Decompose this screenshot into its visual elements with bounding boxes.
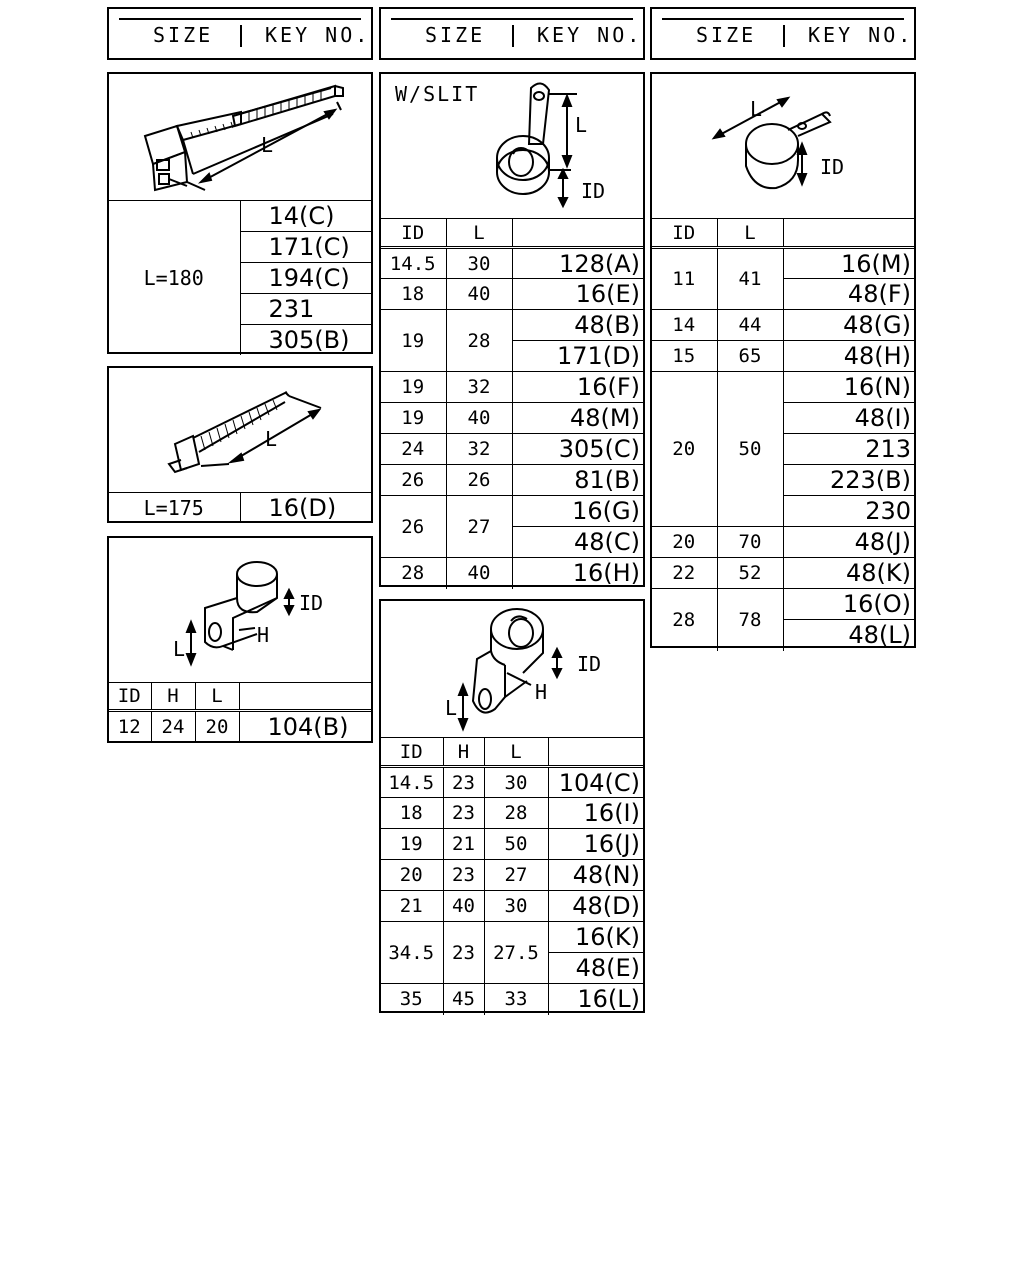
- key-number: 48(F): [783, 279, 915, 310]
- cell-l: 78: [717, 589, 783, 651]
- cell-id: 20: [380, 860, 443, 891]
- col-key-header: [548, 738, 644, 767]
- slit-panel: [379, 72, 645, 587]
- key-number: 16(L): [548, 984, 644, 1015]
- table-row: [380, 860, 644, 891]
- key-number: 16(J): [548, 829, 644, 860]
- ring-table: [651, 218, 915, 651]
- cell-h: 24: [151, 711, 195, 742]
- cell-id: 20: [651, 527, 717, 558]
- tie180-table: [108, 200, 372, 355]
- header-size-label: SIZE: [696, 23, 757, 47]
- key-number: 48(N): [548, 860, 644, 891]
- key-number: 16(M): [783, 248, 915, 279]
- table-row: [380, 558, 644, 589]
- key-number: 48(J): [783, 527, 915, 558]
- col-id-header: ID: [380, 738, 443, 767]
- cell-l: 40: [446, 279, 512, 310]
- cell-l: 28: [446, 310, 512, 372]
- key-number: 305(C): [512, 434, 644, 465]
- cell-l: 28: [484, 798, 548, 829]
- table-row: [380, 372, 644, 403]
- table-row: [380, 248, 644, 279]
- col-id-header: ID: [380, 219, 446, 248]
- key-number: 16(N): [783, 372, 915, 403]
- slit-label: W/SLIT: [395, 82, 480, 106]
- cell-id: 26: [380, 465, 446, 496]
- col-h-header: H: [443, 738, 484, 767]
- cell-id: 28: [380, 558, 446, 589]
- key-number: 81(B): [512, 465, 644, 496]
- clamp-large-panel: [379, 599, 645, 1013]
- cell-l: 52: [717, 558, 783, 589]
- key-number: 48(E): [548, 953, 644, 984]
- cell-id: 26: [380, 496, 446, 558]
- cell-h: 23: [443, 922, 484, 984]
- cell-h: 45: [443, 984, 484, 1015]
- cell-l: 50: [717, 372, 783, 527]
- key-number: 213: [783, 434, 915, 465]
- key-number: 231: [240, 294, 372, 325]
- key-number: 48(K): [783, 558, 915, 589]
- key-number: 223(B): [783, 465, 915, 496]
- table-row: [380, 798, 644, 829]
- cell-id: 18: [380, 279, 446, 310]
- key-number: 104(C): [548, 767, 644, 798]
- table-row: [651, 248, 915, 279]
- tie175-size: L=175: [108, 493, 240, 523]
- clamp-large-table: [380, 737, 644, 1015]
- header-col1: [107, 7, 373, 60]
- cell-l: 26: [446, 465, 512, 496]
- key-number: 48(H): [783, 341, 915, 372]
- cell-l: 30: [484, 891, 548, 922]
- cell-l: 32: [446, 372, 512, 403]
- cell-h: 40: [443, 891, 484, 922]
- tie180-size: L=180: [108, 201, 240, 355]
- dim-id-label: ID: [577, 652, 602, 676]
- cable-tie-illustration: [109, 74, 371, 200]
- clamp-small-table: [108, 682, 372, 742]
- header-col3: [650, 7, 916, 60]
- table-row: [380, 829, 644, 860]
- cell-l: 40: [446, 403, 512, 434]
- push-tie-illustration: [109, 368, 371, 492]
- key-number: 230: [783, 496, 915, 527]
- table-row: [380, 465, 644, 496]
- tie175-table: [108, 492, 372, 523]
- header-size-label: SIZE: [153, 23, 214, 47]
- cell-l: 20: [195, 711, 239, 742]
- cell-id: 14: [651, 310, 717, 341]
- col-key-header: [783, 219, 915, 248]
- table-row: [380, 310, 644, 341]
- header-size-label: SIZE: [425, 23, 486, 47]
- cell-l: 27: [484, 860, 548, 891]
- col-l-header: L: [717, 219, 783, 248]
- slit-clamp-illustration: [381, 74, 643, 218]
- key-number: 16(H): [512, 558, 644, 589]
- key-number: 104(B): [239, 711, 372, 742]
- slit-table: [380, 218, 644, 589]
- key-number: 128(A): [512, 248, 644, 279]
- key-number: 305(B): [240, 325, 372, 355]
- header-col2: [379, 7, 645, 60]
- key-number: 171(D): [512, 341, 644, 372]
- table-row: [380, 496, 644, 527]
- key-number: 48(L): [783, 620, 915, 651]
- table-row: [380, 767, 644, 798]
- clamp-with-tab-illustration: [381, 601, 643, 737]
- cell-id: 21: [380, 891, 443, 922]
- table-row: [651, 589, 915, 620]
- dim-l-label: L: [265, 427, 278, 451]
- key-number: 14(C): [240, 201, 372, 232]
- key-number: 194(C): [240, 263, 372, 294]
- dim-l-label: L: [261, 133, 274, 157]
- col-h-header: H: [151, 683, 195, 711]
- cell-l: 40: [446, 558, 512, 589]
- cell-l: 32: [446, 434, 512, 465]
- header-key-label: KEY NO.: [265, 23, 371, 47]
- table-row: [651, 527, 915, 558]
- cell-id: 15: [651, 341, 717, 372]
- ring-clamp-illustration: [652, 74, 914, 218]
- header-key-label: KEY NO.: [808, 23, 914, 47]
- cell-h: 23: [443, 860, 484, 891]
- key-number: 48(C): [512, 527, 644, 558]
- cell-l: 33: [484, 984, 548, 1015]
- dim-id-label: ID: [581, 179, 606, 203]
- tie180-panel: [107, 72, 373, 354]
- col-l-header: L: [195, 683, 239, 711]
- key-number: 16(E): [512, 279, 644, 310]
- tie175-panel: [107, 366, 373, 523]
- table-row: [380, 891, 644, 922]
- key-number: 48(G): [783, 310, 915, 341]
- col-id-header: ID: [108, 683, 151, 711]
- cell-id: 11: [651, 248, 717, 310]
- key-number: 16(I): [548, 798, 644, 829]
- cell-id: 24: [380, 434, 446, 465]
- cell-l: 70: [717, 527, 783, 558]
- key-number: 16(G): [512, 496, 644, 527]
- cell-h: 23: [443, 767, 484, 798]
- cell-id: 34.5: [380, 922, 443, 984]
- dim-id-label: ID: [820, 155, 845, 179]
- header-key-label: KEY NO.: [537, 23, 643, 47]
- cell-l: 41: [717, 248, 783, 310]
- cell-id: 18: [380, 798, 443, 829]
- dim-l-label: L: [173, 637, 186, 661]
- key-number: 16(D): [240, 493, 372, 523]
- cell-l: 27: [446, 496, 512, 558]
- col-l-header: L: [446, 219, 512, 248]
- cell-id: 28: [651, 589, 717, 651]
- dim-l-label: L: [750, 97, 763, 121]
- key-number: 48(M): [512, 403, 644, 434]
- col-id-header: ID: [651, 219, 717, 248]
- key-number: 48(B): [512, 310, 644, 341]
- table-row: [651, 341, 915, 372]
- cell-id: 14.5: [380, 767, 443, 798]
- cell-id: 19: [380, 310, 446, 372]
- cell-id: 20: [651, 372, 717, 527]
- cell-id: 19: [380, 403, 446, 434]
- dim-id-label: ID: [299, 591, 324, 615]
- table-row: [380, 434, 644, 465]
- col-key-header: [239, 683, 372, 711]
- dim-h-label: H: [257, 623, 270, 647]
- p-clamp-illustration: [109, 538, 371, 682]
- cell-l: 50: [484, 829, 548, 860]
- key-number: 16(F): [512, 372, 644, 403]
- cell-h: 21: [443, 829, 484, 860]
- cell-id: 19: [380, 829, 443, 860]
- cell-l: 27.5: [484, 922, 548, 984]
- key-number: 48(D): [548, 891, 644, 922]
- key-number: 48(I): [783, 403, 915, 434]
- cell-l: 30: [484, 767, 548, 798]
- table-row: [380, 279, 644, 310]
- table-row: [651, 372, 915, 403]
- dim-l-label: L: [575, 113, 588, 137]
- cell-id: 14.5: [380, 248, 446, 279]
- col-key-header: [512, 219, 644, 248]
- cell-id: 22: [651, 558, 717, 589]
- cell-id: 19: [380, 372, 446, 403]
- key-number: 16(O): [783, 589, 915, 620]
- cell-id: 12: [108, 711, 151, 742]
- cell-l: 44: [717, 310, 783, 341]
- dim-l-label: L: [445, 696, 458, 720]
- table-row: [380, 922, 644, 953]
- cell-l: 30: [446, 248, 512, 279]
- table-row: [651, 558, 915, 589]
- clamp-small-panel: [107, 536, 373, 743]
- col-l-header: L: [484, 738, 548, 767]
- table-row: [651, 310, 915, 341]
- key-number: 16(K): [548, 922, 644, 953]
- cell-l: 65: [717, 341, 783, 372]
- cell-id: 35: [380, 984, 443, 1015]
- ring-panel: [650, 72, 916, 648]
- dim-h-label: H: [535, 680, 548, 704]
- key-number: 171(C): [240, 232, 372, 263]
- cell-h: 23: [443, 798, 484, 829]
- table-row: [380, 984, 644, 1015]
- table-row: [380, 403, 644, 434]
